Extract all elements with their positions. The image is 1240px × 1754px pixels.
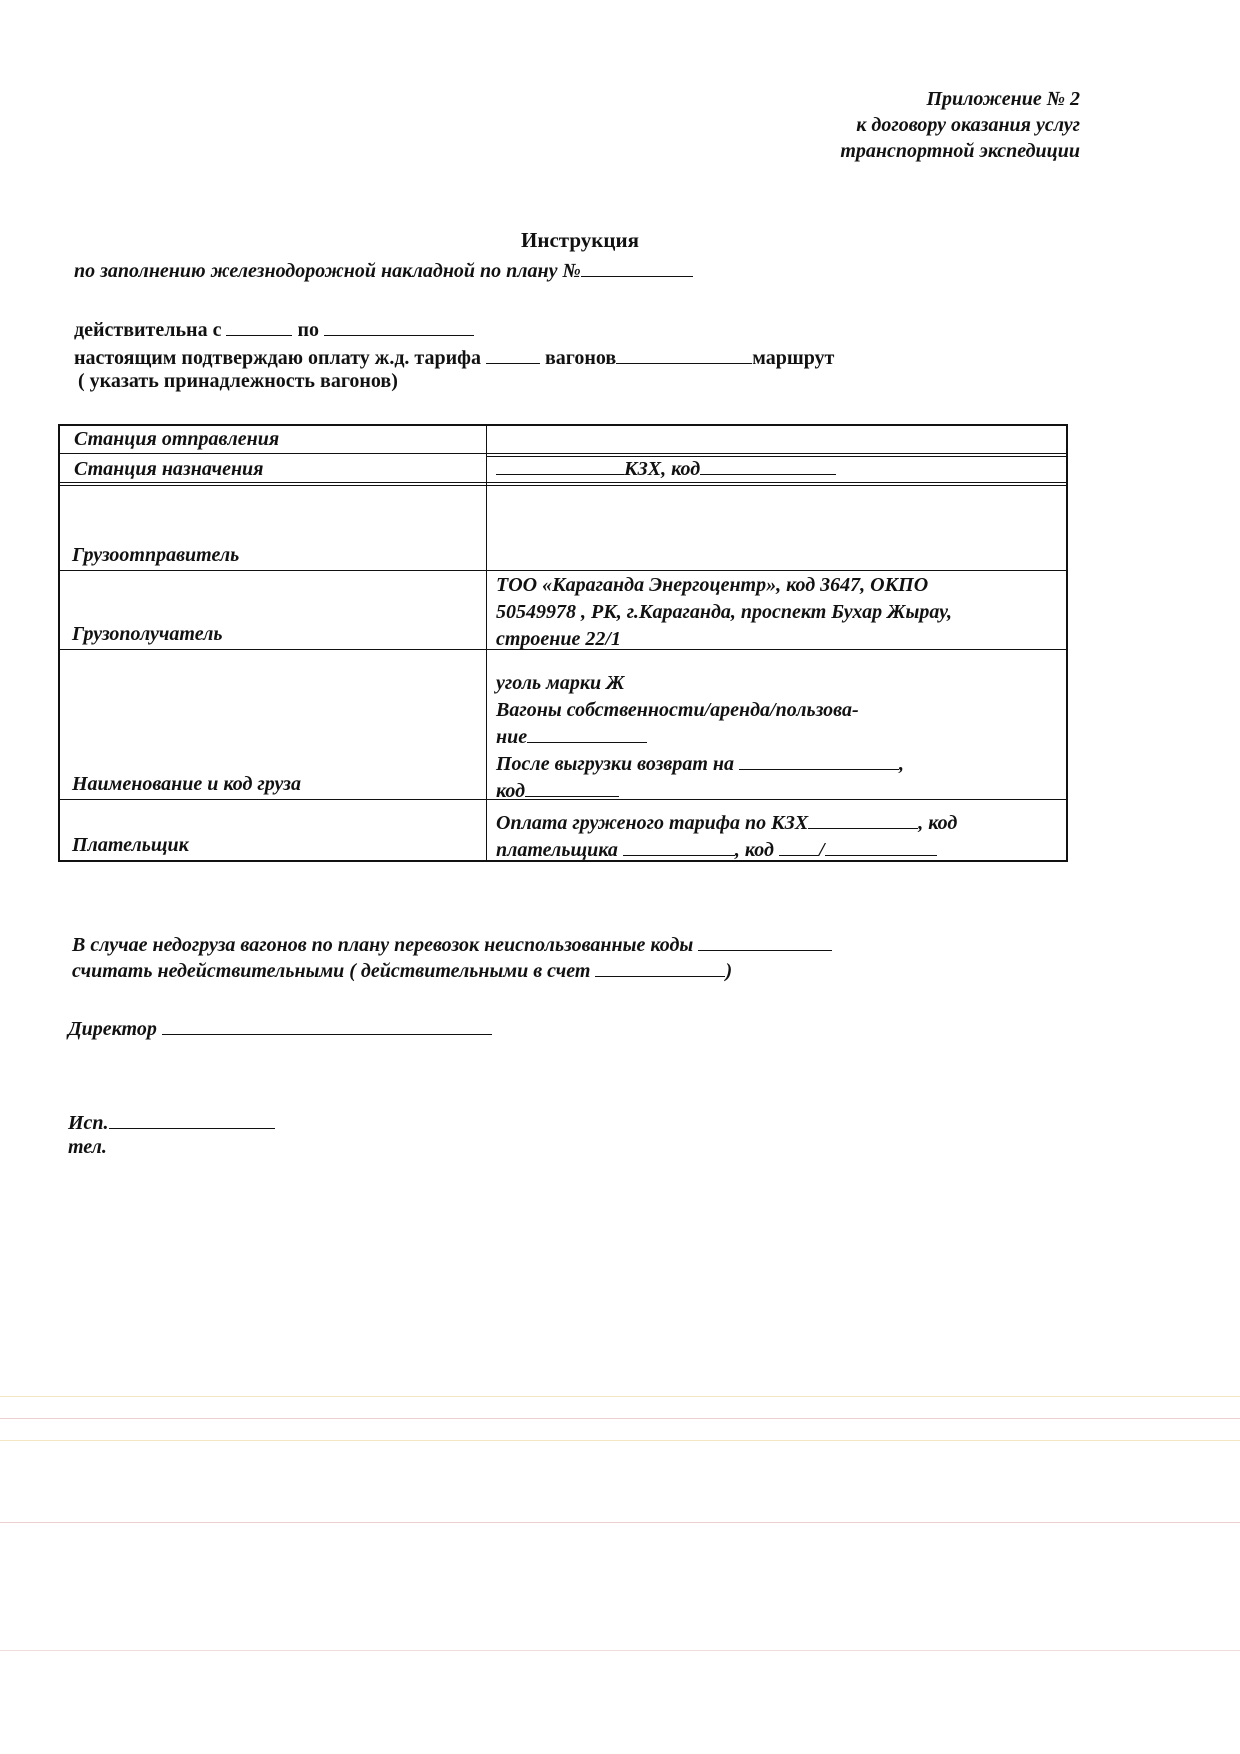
payer-code-blank-2[interactable] — [825, 837, 937, 856]
label-destination-station: Станция назначения — [74, 458, 264, 480]
plan-number-blank[interactable] — [581, 258, 693, 277]
consignee-line-1: ТОО «Караганда Энергоцентр», код 3647, ОКПО — [496, 574, 929, 596]
director-signature-line — [68, 1016, 492, 1041]
cargo-line-4 — [496, 751, 904, 778]
underload-note-text: В случае недогруза вагонов по плану перевозок неиспользованные коды — [72, 934, 694, 956]
underload-note-line-2 — [72, 958, 732, 983]
label-consignee: Грузополучатель — [72, 623, 223, 645]
payer-line-1 — [496, 810, 957, 837]
scan-artifact-line — [0, 1396, 1240, 1397]
payer-tariff-text: Оплата груженого тарифа по КЗХ — [496, 812, 809, 834]
table-row-divider — [58, 453, 1068, 454]
value-cargo — [496, 670, 904, 805]
wagons-label: вагонов — [544, 347, 617, 369]
valid-from-blank[interactable] — [226, 317, 292, 336]
wagons-blank[interactable] — [616, 345, 752, 364]
table-column-divider — [486, 424, 487, 862]
appendix-header — [780, 86, 1080, 164]
scan-artifact-line — [0, 1418, 1240, 1419]
cargo-use-blank[interactable] — [527, 724, 647, 743]
appendix-line-3: транспортной экспедиции — [840, 140, 1080, 162]
cargo-line-1: уголь марки Ж — [496, 672, 625, 694]
director-signature-blank[interactable] — [162, 1016, 492, 1035]
payer-slash: / — [818, 839, 825, 861]
scan-artifact-line — [0, 1522, 1240, 1523]
cargo-return-blank[interactable] — [739, 751, 899, 770]
unused-codes-blank[interactable] — [698, 932, 832, 951]
validity-line — [74, 317, 474, 342]
underload-note-text-2: считать недействительными ( действительными в счет — [72, 960, 591, 982]
appendix-line-2: к договору оказания услуг — [856, 114, 1080, 136]
payer-code-text: , код — [918, 812, 958, 834]
cargo-line-2: Вагоны собственности/аренда/пользова- — [496, 699, 859, 721]
underload-note-line-1 — [72, 932, 832, 957]
payer-label-text: плательщика — [496, 839, 618, 861]
valid-to-blank[interactable] — [324, 317, 474, 336]
consignee-line-2: 50549978 , РК, г.Караганда, проспект Бухар Жырау, — [496, 601, 952, 623]
table-row-divider — [58, 485, 1068, 486]
consignee-line-3: строение 22/1 — [496, 628, 621, 650]
value-consignee — [496, 572, 952, 653]
scan-artifact-line — [0, 1440, 1240, 1441]
value-destination — [496, 456, 836, 483]
payer-line-2 — [496, 837, 957, 864]
destination-code-blank[interactable] — [700, 456, 836, 475]
destination-text: КЗХ, код — [624, 458, 701, 480]
route-label: маршрут — [752, 347, 835, 369]
cargo-return-comma: , — [899, 753, 904, 775]
document-title: Инструкция — [521, 228, 639, 252]
destination-blank[interactable] — [496, 456, 624, 475]
valid-label: действительна с — [74, 319, 222, 341]
subtitle-text: по заполнению железнодорожной накладной по плану № — [74, 260, 581, 282]
value-payer — [496, 810, 957, 864]
label-departure-station: Станция отправления — [74, 428, 280, 450]
cargo-use-text: ние — [496, 726, 528, 748]
document-subtitle — [74, 258, 693, 283]
valid-account-blank[interactable] — [595, 958, 725, 977]
cargo-return-text: После выгрузки возврат на — [496, 753, 734, 775]
phone-label: тел. — [68, 1136, 107, 1158]
label-payer: Плательщик — [72, 834, 189, 856]
cargo-code-text: код — [496, 780, 526, 802]
payer-tariff-blank[interactable] — [808, 810, 918, 829]
cargo-line-5 — [496, 778, 904, 805]
wagon-ownership-note: ( указать принадлежность вагонов) — [78, 370, 398, 392]
payer-code2-text: , код — [734, 839, 774, 861]
director-label: Директор — [68, 1018, 157, 1040]
payer-blank[interactable] — [623, 837, 735, 856]
cargo-line-3 — [496, 724, 904, 751]
confirm-line — [74, 345, 834, 370]
appendix-line-1: Приложение № 2 — [926, 88, 1080, 110]
table-row-divider — [58, 570, 1068, 571]
payer-code-blank-1[interactable] — [779, 837, 819, 856]
scan-artifact-line — [0, 1650, 1240, 1651]
label-cargo: Наименование и код груза — [72, 773, 301, 795]
confirm-text: настоящим подтверждаю оплату ж.д. тарифа — [74, 347, 481, 369]
note-close-paren: ) — [725, 960, 733, 982]
label-shipper: Грузоотправитель — [72, 544, 240, 566]
executor-label: Исп. — [68, 1112, 109, 1134]
valid-to-label: по — [297, 319, 319, 341]
cargo-code-blank[interactable] — [525, 778, 619, 797]
tariff-blank[interactable] — [486, 345, 540, 364]
executor-blank[interactable] — [109, 1110, 275, 1129]
executor-line — [68, 1110, 275, 1135]
